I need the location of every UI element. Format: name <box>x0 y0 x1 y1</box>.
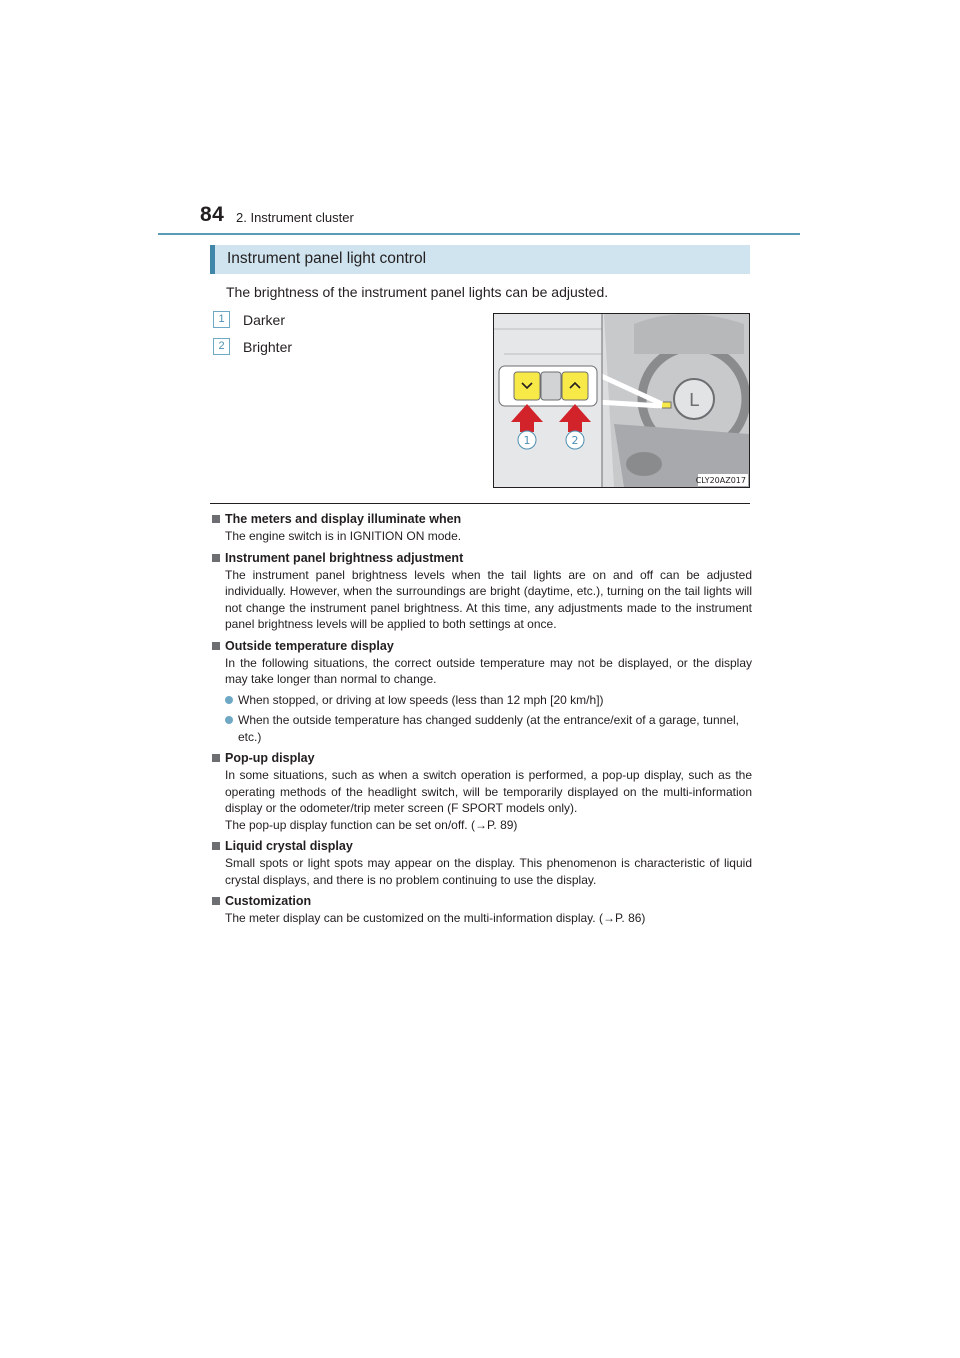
note-title: Customization <box>212 892 752 910</box>
dashboard-drawing <box>494 314 749 487</box>
note-title: Pop-up display <box>212 749 752 767</box>
note <box>212 637 752 746</box>
header-rule <box>158 233 800 235</box>
note-text: Small spots or light spots may appear on the display. This phenomenon is characteristic of liquid crystal displays, and there is no problem continuing to use the display. <box>225 856 752 887</box>
notes-list <box>212 510 752 931</box>
dashboard-illustration <box>493 313 750 488</box>
note <box>212 549 752 633</box>
note-text: In some situations, such as when a switch operation is performed, a pop-up display, such as the operating methods of the headlight switch, will be temporarily displayed on the multi-information display or the odometer/trip meter screen (F SPORT models only). <box>225 768 752 815</box>
note-bullet: When the outside temperature has changed suddenly (at the entrance/exit of a garage, tunnel, etc.) <box>212 712 752 745</box>
note <box>212 837 752 888</box>
section-intro: The brightness of the instrument panel lights can be adjusted. <box>226 284 609 300</box>
figure-code: CLY20AZ017 <box>695 476 746 485</box>
item-label-darker: Darker <box>243 312 286 328</box>
item-label-brighter: Brighter <box>243 339 293 355</box>
note-text: The meter display can be customized on the multi-information display. (→P. 86) <box>225 911 646 925</box>
note-text: In the following situations, the correct outside temperature may not be displayed, or the display may take longer than normal to change. <box>225 655 752 686</box>
note <box>212 510 752 545</box>
svg-text:L: L <box>688 390 700 411</box>
section-header <box>210 245 750 274</box>
item-number-1: 1 <box>213 311 230 328</box>
note-text: The instrument panel brightness levels when the tail lights are on and off can be adjusted individually. However, when the surroundings are bright (daytime, etc.), turning on the tail lights will not change the instrument panel brightness. At this time, any adjustments made to the instrument panel brightness levels will be applied to both settings at once. <box>225 567 752 631</box>
note-title: Outside temperature display <box>212 637 752 655</box>
item-number-2: 2 <box>213 338 230 355</box>
note-title: Liquid crystal display <box>212 837 752 855</box>
figure-callout-2: 2 <box>571 434 579 447</box>
note <box>212 892 752 927</box>
figure-callout-1: 1 <box>523 434 531 447</box>
section-title: Instrument panel light control <box>227 250 427 267</box>
section-divider <box>210 503 750 504</box>
note <box>212 749 752 833</box>
note-title: Instrument panel brightness adjustment <box>212 549 752 567</box>
chapter-title: 2. Instrument cluster <box>236 210 354 225</box>
note-bullet: When stopped, or driving at low speeds (less than 12 mph [20 km/h]) <box>212 692 752 709</box>
note-title: The meters and display illuminate when <box>212 510 752 528</box>
page-number: 84 <box>200 203 225 226</box>
note-text: The engine switch is in IGNITION ON mode. <box>225 529 462 543</box>
note-text: The pop-up display function can be set on/off. (→P. 89) <box>225 817 518 832</box>
